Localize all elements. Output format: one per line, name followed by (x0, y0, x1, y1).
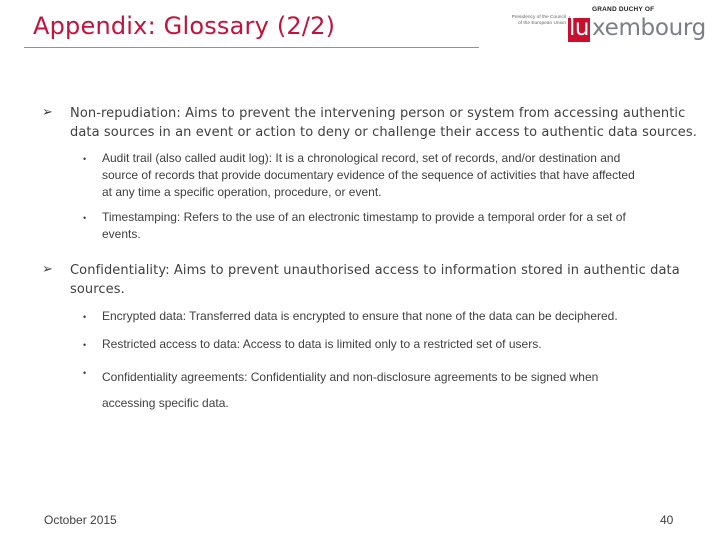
logo-xembourg-text: xembourg (592, 15, 706, 41)
sub-item-encrypted-data (102, 308, 702, 325)
glossary-item-non-repudiation (70, 104, 700, 142)
glossary-definition-line: sources. (70, 282, 125, 297)
arrow-right-icon: ➢ (42, 105, 53, 120)
glossary-definition-line: Aims to prevent the intervening person or system from accessing authentic (180, 106, 686, 121)
slide-title: Appendix: Glossary (2/2) (33, 12, 336, 40)
sub-item-line: accessing specific data. (102, 396, 229, 410)
footer-date: October 2015 (44, 513, 117, 527)
sub-item-line: at any time a specific operation, procedure, or event. (102, 185, 382, 199)
glossary-item-confidentiality (70, 261, 700, 299)
glossary-term: Confidentiality: (70, 263, 170, 278)
sub-item-timestamping (102, 209, 702, 243)
sub-item-line: events. (102, 227, 141, 241)
title-underline (24, 47, 479, 48)
sub-item-audit-trail (102, 150, 702, 201)
sub-item-line: Confidentiality agreements: Confidentiality and non-disclosure agreements to be signed when (102, 370, 599, 384)
logo-grand-duchy-text: GRAND DUCHY OF (592, 6, 655, 13)
sub-item-line: Audit trail (also called audit log): It is a chronological record, set of records, and/or destination and (102, 151, 621, 165)
bullet-dot-icon: • (83, 340, 87, 350)
page-number: 40 (660, 513, 674, 527)
sub-item-line: Restricted access to data: Access to data is limited only to a restricted set of users. (102, 337, 542, 351)
glossary-term: Non-repudiation: (70, 106, 181, 121)
sub-item-line: Timestamping: Refers to the use of an electronic timestamp to provide a temporal order for a set of (102, 210, 626, 224)
arrow-right-icon: ➢ (42, 262, 53, 277)
bullet-dot-icon: • (83, 154, 87, 164)
sub-item-confidentiality-agreements (102, 364, 702, 416)
sub-item-restricted-access (102, 336, 702, 353)
bullet-dot-icon: • (83, 213, 87, 223)
sub-item-line: Encrypted data: Transferred data is encrypted to ensure that none of the data can be deciphered. (102, 309, 618, 323)
logo-presidency-text: Presidency of the Council of the European Union (511, 15, 566, 26)
logo-lu-text: lu (569, 15, 589, 41)
sub-item-line: source of records that provide documentary evidence of the sequence of activities that have affected (102, 168, 635, 182)
glossary-definition-line: data sources in an event or action to deny or challenge their access to authentic data sources. (70, 125, 697, 140)
bullet-dot-icon: • (83, 368, 87, 378)
luxembourg-presidency-logo (508, 6, 708, 48)
glossary-definition-line: Aims to prevent unauthorised access to information stored in authentic data (169, 263, 680, 278)
bullet-dot-icon: • (83, 312, 87, 322)
